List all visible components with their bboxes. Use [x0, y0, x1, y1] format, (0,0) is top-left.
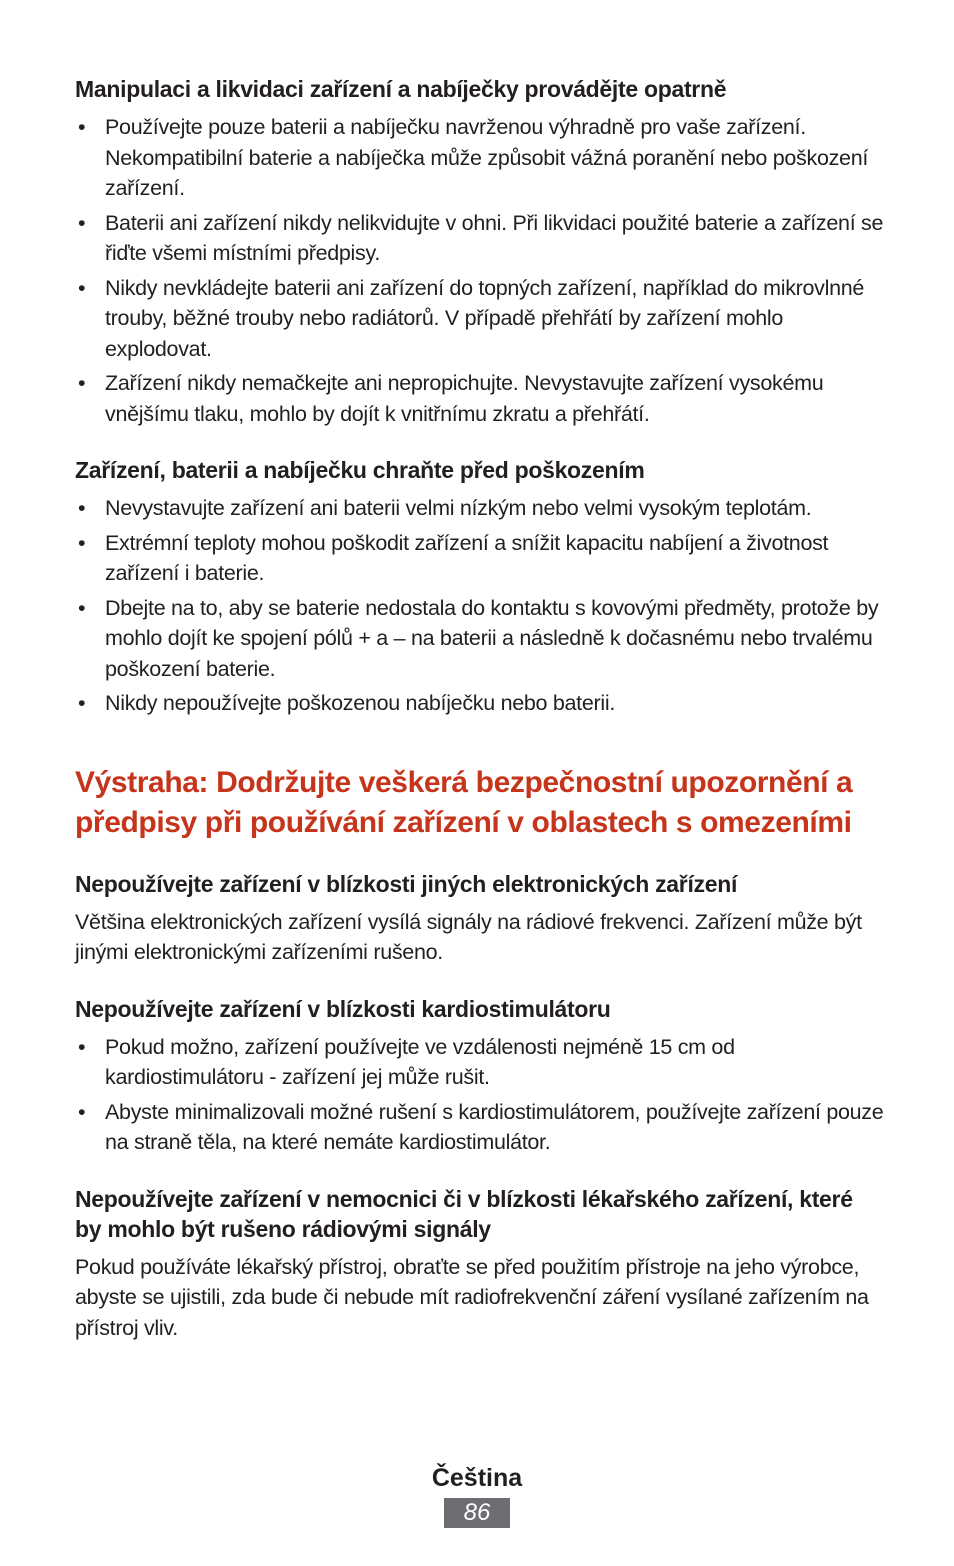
paragraph: Pokud používáte lékařský přístroj, obraťte se před použitím přístroje na jeho výrobce, abyste se ujistili, zda bude či nebude mít radiofrekvenční záření vysílané zařízením na přístroj vliv. — [75, 1254, 869, 1340]
list-item-text: Baterii ani zařízení nikdy nelikvidujte v ohni. Při likvidaci použité baterie a zařízení se řiďte všemi místními předpisy. — [105, 210, 884, 265]
list-item: • Nikdy nevkládejte baterii ani zařízení do topných zařízení, například do mikrovlnné trouby, běžné trouby nebo radiátorů. V případě přehřátí by zařízení mohlo explodovat. — [78, 275, 865, 361]
list-item-text: Nikdy nepoužívejte poškozenou nabíječku nebo baterii. — [105, 691, 616, 715]
page-content — [75, 74, 885, 1343]
warning-title: Výstraha: Dodržujte veškerá bezpečnostní upozornění a předpisy při používání zařízení v oblastech s omezeními — [75, 765, 853, 839]
section-protect — [75, 455, 885, 719]
list-item: • Abyste minimalizovali možné rušení s kardiostimulátorem, používejte zařízení pouze na straně těla, na které nemáte kardiostimulátor. — [78, 1099, 884, 1154]
section-handling — [75, 74, 885, 429]
list-item: • Nikdy nepoužívejte poškozenou nabíječku nebo baterii. — [78, 691, 616, 715]
section-heading: Nepoužívejte zařízení v blízkosti jiných elektronických zařízení — [75, 870, 738, 897]
list-item: • Používejte pouze baterii a nabíječku navrženou výhradně pro vaše zařízení. Nekompatibilní baterie a nabíječka může způsobit vážná poranění nebo poškození zařízení. — [78, 115, 869, 200]
section-heading: Nepoužívejte zařízení v blízkosti kardiostimulátoru — [75, 995, 611, 1022]
bullet-list — [75, 112, 885, 429]
list-item-text: Abyste minimalizovali možné rušení s kardiostimulátorem, používejte zařízení pouze na straně těla, na které nemáte kardiostimulátor. — [105, 1099, 884, 1154]
list-item-text: Extrémní teploty mohou poškodit zařízení a snížit kapacitu nabíjení a životnost zařízení i baterie. — [105, 530, 829, 585]
page-footer — [0, 1462, 954, 1528]
section-heading: Manipulaci a likvidaci zařízení a nabíječky provádějte opatrně — [75, 76, 727, 102]
footer-language: Čeština — [431, 1464, 523, 1492]
section-heading: Nepoužívejte zařízení v nemocnici či v blízkosti lékařského zařízení, které by mohlo být rušeno rádiovými signály — [75, 1185, 853, 1242]
paragraph: Většina elektronických zařízení vysílá signály na rádiové frekvenci. Zařízení může být jinými elektronickými zařízeními rušeno. — [75, 909, 862, 964]
section-electronics — [75, 869, 885, 968]
bullet-list — [75, 493, 885, 719]
section-heading: Zařízení, baterii a nabíječku chraňte před poškozením — [75, 457, 645, 483]
section-pacemaker — [75, 994, 885, 1158]
page-number-badge: 86 — [444, 1498, 510, 1528]
list-item: • Nevystavujte zařízení ani baterii velmi nízkým nebo velmi vysokým teplotám. — [78, 496, 812, 520]
section-hospital — [75, 1184, 885, 1344]
list-item: • Zařízení nikdy nemačkejte ani nepropichujte. Nevystavujte zařízení vysokému vnějšímu tlaku, mohlo by dojít k vnitřnímu zkratu a přehřátí. — [78, 371, 824, 426]
list-item: • Baterii ani zařízení nikdy nelikvidujte v ohni. Při likvidaci použité baterie a zařízení se řiďte všemi místními předpisy. — [78, 210, 884, 265]
list-item-text: Pokud možno, zařízení používejte ve vzdálenosti nejméně 15 cm od kardiostimulátoru - zařízení jej může rušit. — [105, 1034, 735, 1089]
list-item-text: Dbejte na to, aby se baterie nedostala do kontaktu s kovovými předměty, protože by mohlo dojít ke spojení pólů + a – na baterii a následně k dočasnému nebo trvalému poškození baterie. — [105, 595, 879, 681]
list-item: • Dbejte na to, aby se baterie nedostala do kontaktu s kovovými předměty, protože by mohlo dojít ke spojení pólů + a – na baterii a následně k dočasnému nebo trvalému poškození baterie. — [78, 595, 879, 681]
list-item-text: Nevystavujte zařízení ani baterii velmi nízkým nebo velmi vysokým teplotám. — [105, 496, 812, 520]
list-item: • Pokud možno, zařízení používejte ve vzdálenosti nejméně 15 cm od kardiostimulátoru - zařízení jej může rušit. — [78, 1034, 735, 1089]
bullet-list — [75, 1032, 885, 1158]
list-item-text: Nikdy nevkládejte baterii ani zařízení do topných zařízení, například do mikrovlnné trouby, běžné trouby nebo radiátorů. V případě přehřátí by zařízení mohlo explodovat. — [105, 275, 865, 361]
list-item-text: Používejte pouze baterii a nabíječku navrženou výhradně pro vaše zařízení. Nekompatibilní baterie a nabíječka může způsobit vážná poranění nebo poškození zařízení. — [105, 115, 869, 200]
list-item-text: Zařízení nikdy nemačkejte ani nepropichujte. Nevystavujte zařízení vysokému vnějšímu tlaku, mohlo by dojít k vnitřnímu zkratu a přehřátí. — [105, 371, 824, 426]
list-item: • Extrémní teploty mohou poškodit zařízení a snížit kapacitu nabíjení a životnost zařízení i baterie. — [78, 530, 829, 585]
